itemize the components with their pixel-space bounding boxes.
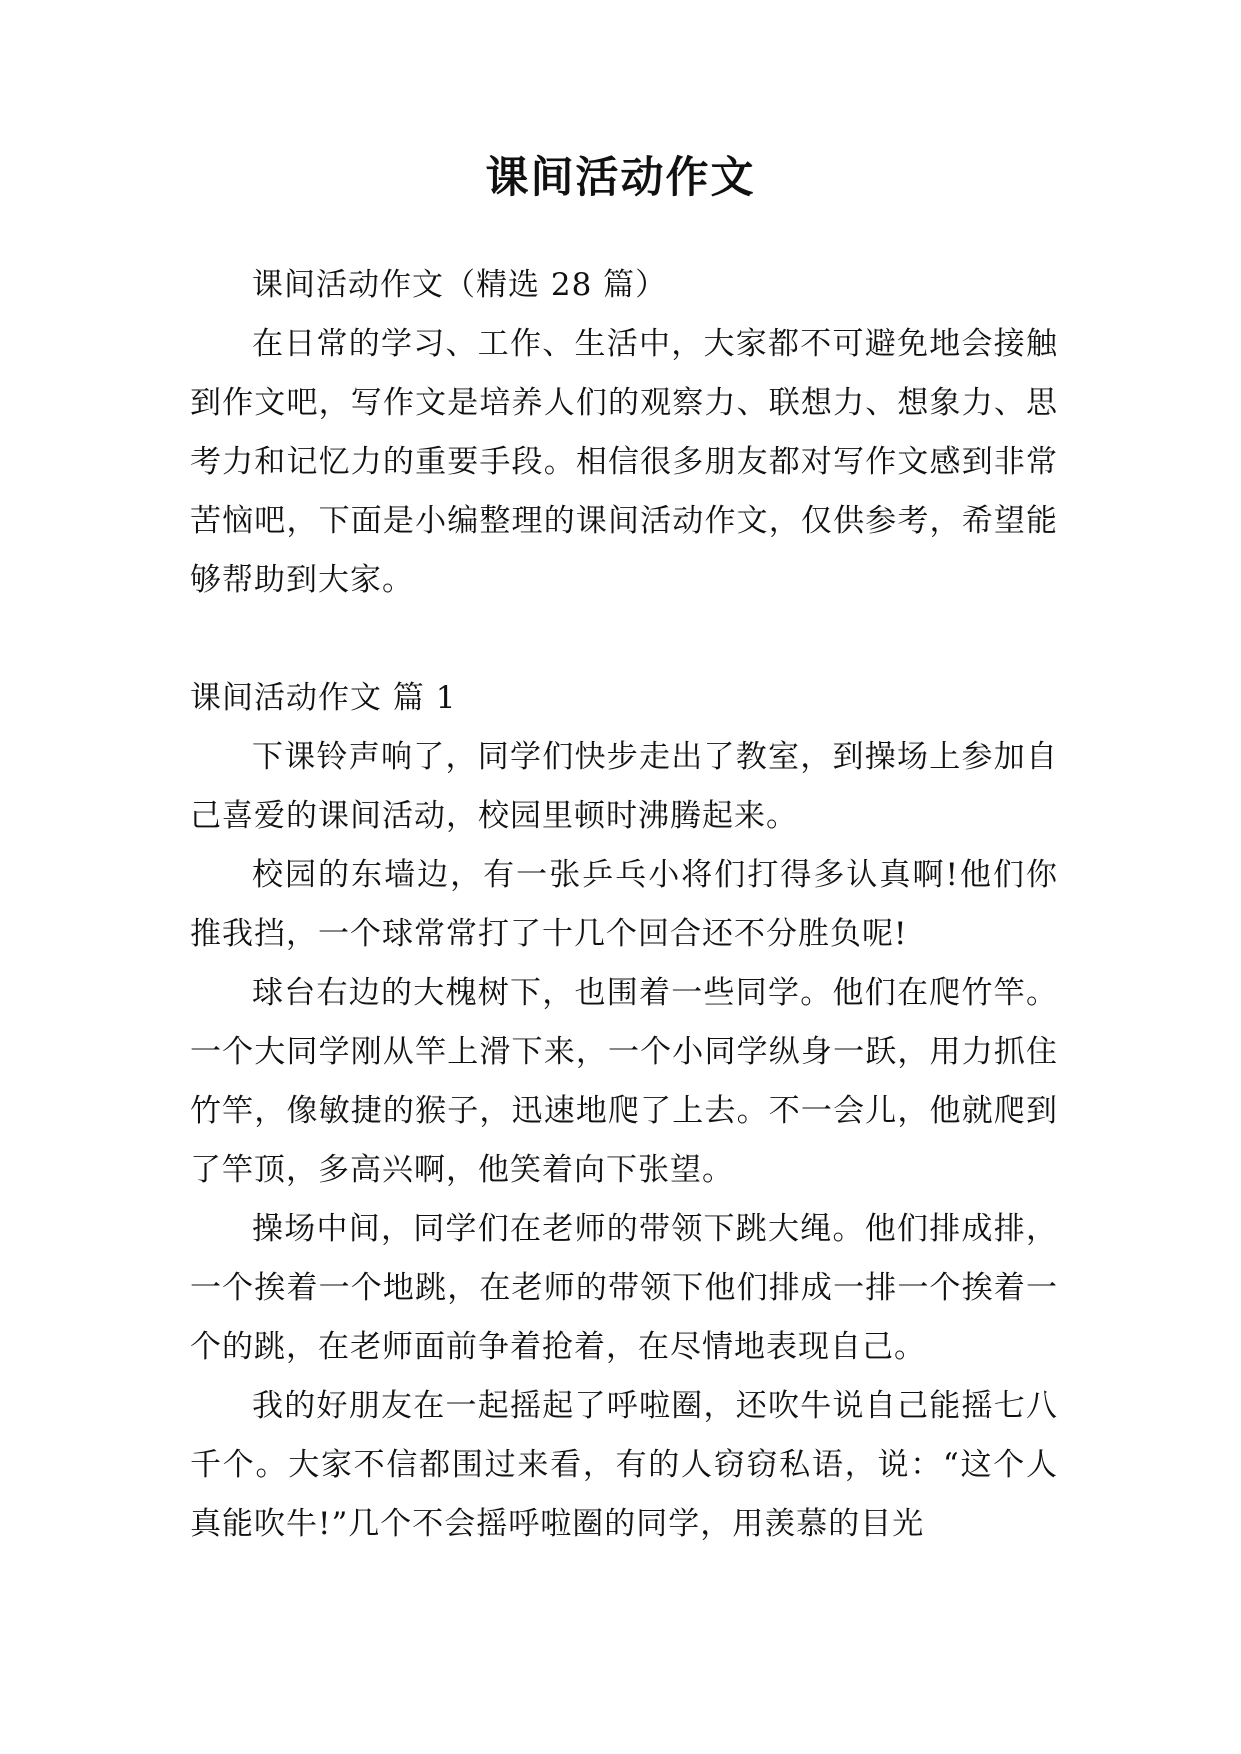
body-paragraph: 操场中间，同学们在老师的带领下跳大绳。他们排成排，一个挨着一个地跳，在老师的带领下他们排成一排一个挨着一个的跳，在老师面前争着抢着，在尽情地表现自己。 [190,1211,1058,1365]
subtitle-paragraph: 课间活动作文（精选 28 篇） [252,267,668,303]
section-heading: 课间活动作文 篇 1 [190,680,457,716]
intro-paragraph: 在日常的学习、工作、生活中，大家都不可避免地会接触到作文吧，写作文是培养人们的观察力、联想力、想象力、思考力和记忆力的重要手段。相信很多朋友都对写作文感到非常苦恼吧，下面是小编整理的课间活动作文，仅供参考，希望能够帮助到大家。 [190,326,1058,598]
section-gap [190,610,1058,669]
body-paragraph: 校园的东墙边，有一张乒乓小将们打得多认真啊!他们你推我挡，一个球常常打了十几个回合还不分胜负呢! [190,857,1058,952]
body-paragraph: 球台右边的大槐树下，也围着一些同学。他们在爬竹竿。一个大同学刚从竿上滑下来，一个小同学纵身一跃，用力抓住竹竿，像敏捷的猴子，迅速地爬了上去。不一会儿，他就爬到了竿顶，多高兴啊，他笑着向下张望。 [190,975,1058,1188]
body-paragraph: 下课铃声响了，同学们快步走出了教室，到操场上参加自己喜爱的课间活动，校园里顿时沸腾起来。 [190,739,1058,834]
document-title: 课间活动作文 [485,153,756,203]
document-body [190,256,1058,1554]
body-paragraph: 我的好朋友在一起摇起了呼啦圈，还吹牛说自己能摇七八千个。大家不信都围过来看，有的人窃窃私语，说：“这个人真能吹牛!”几个不会摇呼啦圈的同学，用羡慕的目光 [190,1388,1058,1542]
